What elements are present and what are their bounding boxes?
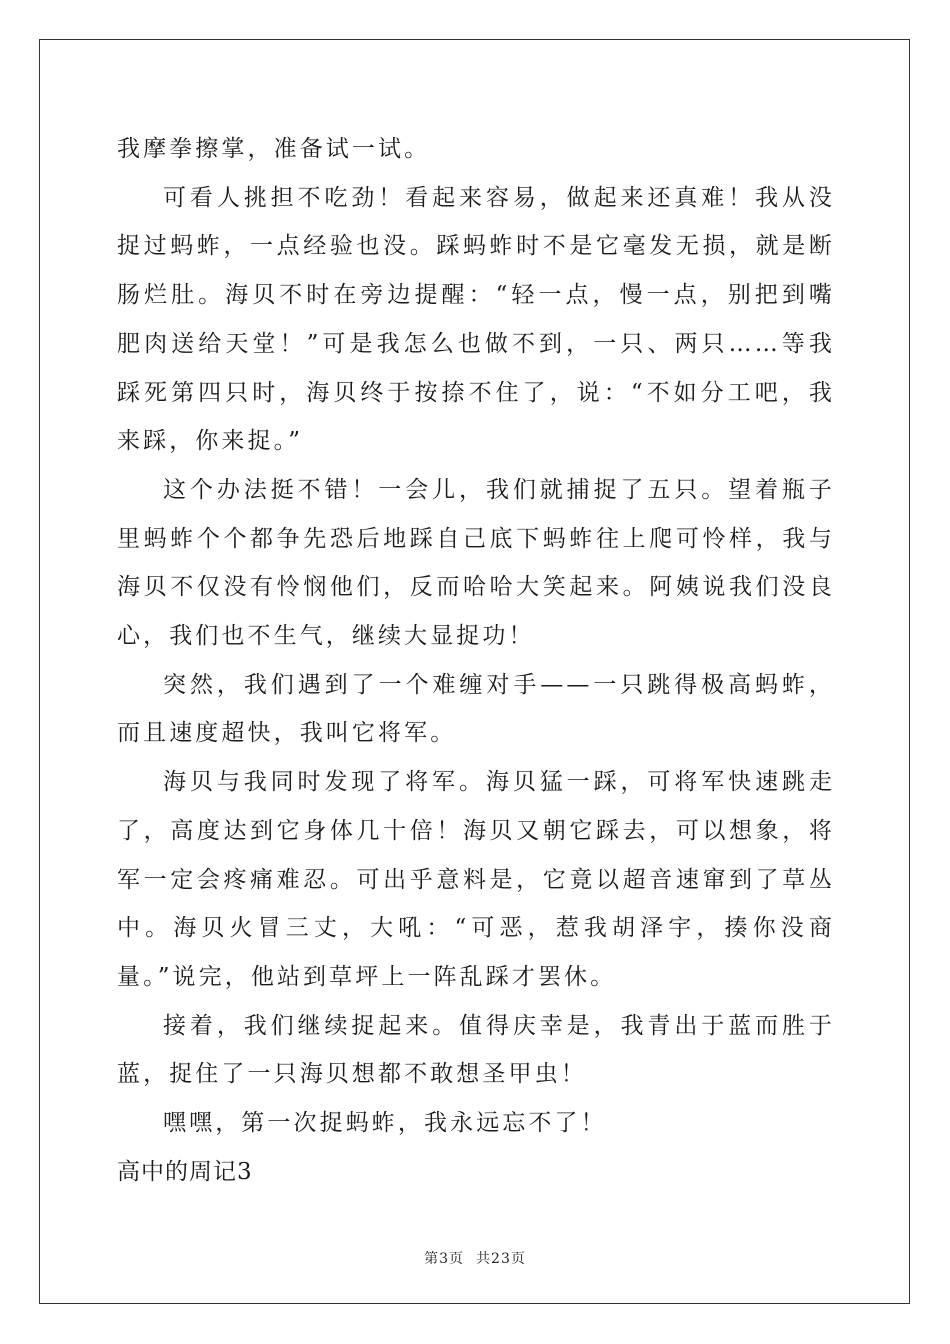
paragraph: 接着，我们继续捉起来。值得庆幸是，我青出于蓝而胜于蓝，捉住了一只海贝想都不敢想圣甲虫！ [117,1012,835,1088]
document-body [117,125,835,1196]
paragraph: 这个办法挺不错！一会儿，我们就捕捉了五只。望着瓶子里蚂蚱个个都争先恐后地踩自己底下蚂蚱往上爬可怜样，我与海贝不仅没有怜悯他们，反而哈哈大笑起来。阿姨说我们没良心，我们也不生气，继续大显捉功！ [117,476,835,650]
paragraph: 我摩拳擦掌，准备试一试。 [117,136,431,162]
page-footer [0,1248,950,1268]
section-heading: 高中的周记3 [117,1158,253,1185]
paragraph: 可看人挑担不吃劲！看起来容易，做起来还真难！我从没捉过蚂蚱，一点经验也没。踩蚂蚱时不是它毫发无损，就是断肠烂肚。海贝不时在旁边提醒：“轻一点，慢一点，别把到嘴肥肉送给天堂！”可是我怎么也做不到，一只、两只……等我踩死第四只时，海贝终于按捺不住了，说：“不如分工吧，我来踩，你来捉。” [117,184,835,455]
paragraph: 突然，我们遇到了一个难缠对手——一只跳得极高蚂蚱，而且速度超快，我叫它将军。 [117,671,835,747]
paragraph: 嘿嘿，第一次捉蚂蚱，我永远忘不了！ [163,1110,607,1137]
page-number: 第3页 [424,1251,465,1267]
paragraph: 海贝与我同时发现了将军。海贝猛一踩，可将军快速跳走了，高度达到它身体几十倍！海贝又朝它踩去，可以想象，将军一定会疼痛难忍。可出乎意料是，它竟以超音速窜到了草丛中。海贝火冒三丈，大吼：“可恶，惹我胡泽宇，揍你没商量。”说完，他站到草坪上一阵乱踩才罢休。 [117,769,835,990]
total-pages: 共23页 [476,1251,526,1267]
